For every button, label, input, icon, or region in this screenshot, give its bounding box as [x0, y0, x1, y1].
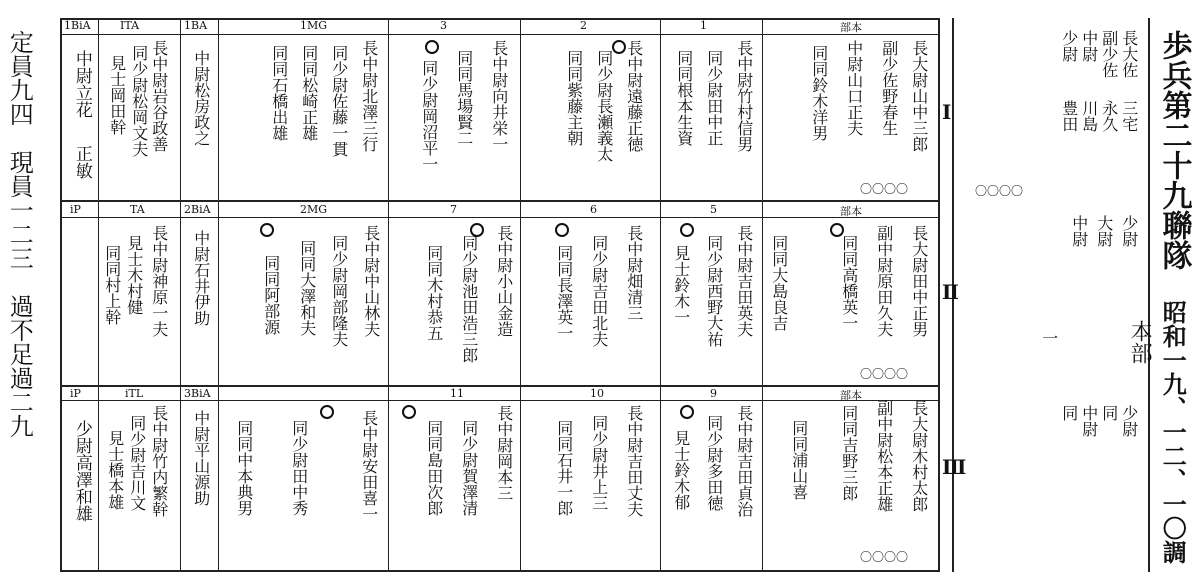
- gun-rank-3: 中尉: [1069, 215, 1089, 247]
- row3-cell8-l3: 同同吉野三郎: [839, 405, 859, 501]
- survey-date: 昭和一九、一二、一〇調: [1158, 300, 1188, 564]
- col-divider: [520, 18, 521, 572]
- hq-rank-3: 中尉: [1079, 30, 1099, 62]
- row2-cell3: 中尉石井伊助: [191, 230, 211, 326]
- header-row2-col4: 2MG: [300, 203, 328, 216]
- hq-numbers: 〇〇〇〇: [975, 184, 1024, 198]
- header-row1-col7: 1: [700, 19, 707, 32]
- col-divider: [660, 18, 661, 572]
- row2-cell2-l3: 同同村上幹: [102, 245, 122, 325]
- header-row1-col8: 部本: [840, 21, 862, 34]
- col-divider: [98, 18, 99, 572]
- row1-cell1: 中尉立花: [71, 50, 92, 118]
- hq-name-4: 豊田: [1059, 100, 1079, 132]
- row1-cell8-l1: 長大尉山中三郎: [909, 40, 929, 152]
- header-row3-col8: 部本: [840, 389, 862, 402]
- row3-cell2-l2: 同少尉吉川文: [127, 415, 147, 511]
- row3-cell1: 少尉高澤和雄: [71, 420, 92, 522]
- row2-cell6-l1: 長中尉畑清三: [624, 225, 644, 321]
- right-panel-border-2: [1148, 18, 1150, 572]
- row1-cell4-l1: 長中尉北澤三行: [359, 40, 379, 152]
- circle-mark-icon: [680, 223, 694, 237]
- left-margin-summary: 定員九四 現員一二三 過不足過二九: [5, 30, 34, 438]
- row1-cell6-l2: 同少尉長瀬義太: [594, 50, 614, 162]
- bottom-rank-2: 同: [1099, 405, 1119, 421]
- header-row2-col6: 6: [590, 203, 597, 216]
- row1-cell7-l1: 長中尉竹村信男: [734, 40, 754, 152]
- row3-cell7-l1: 長中尉吉田貞治: [734, 405, 754, 517]
- circle-mark-icon: [260, 223, 274, 237]
- header-row3-col1: iP: [70, 387, 81, 400]
- row3-cell5-l2: 同少尉賀澤清: [459, 420, 479, 516]
- header-row1-col4: 1MG: [300, 19, 328, 32]
- row1-cell5-l3: 同少尉岡沼平一: [419, 60, 439, 172]
- row2-cell4-l1: 長中尉中山林夫: [361, 225, 381, 337]
- row3-cell7-l3: 見士鈴木郁: [671, 430, 691, 510]
- hq-name-1: 三宅: [1119, 100, 1139, 132]
- hq-label: 本部: [1127, 320, 1153, 364]
- row1-cell8-l4: 同同鈴木洋男: [809, 45, 829, 141]
- row2-cell4-l2: 同少尉岡部隆夫: [329, 235, 349, 347]
- row1-cell2-l3: 見士岡田幹: [107, 55, 127, 135]
- misc-mark: 一: [1039, 330, 1059, 346]
- row1-cell6-l3: 同同紫藤主朝: [564, 50, 584, 146]
- hq-name-2: 永久: [1099, 100, 1119, 132]
- row3-cell4-l2: 同少尉田中秀: [289, 420, 309, 516]
- row2-cell5-l1: 長中尉小山金造: [494, 225, 514, 337]
- row1-cell8-l2: 副少佐野春生: [879, 40, 899, 136]
- row1-cell5-l2: 同同馬場賢二: [454, 50, 474, 146]
- header-row1-col1: 1BiA: [64, 19, 91, 32]
- row2-cell5-l3: 同同木村恭五: [424, 245, 444, 341]
- row1-cell7-l3: 同同根本生資: [674, 50, 694, 146]
- row2-cell2-l2: 見士木村健: [124, 235, 144, 315]
- row3-cell2-l1: 長中尉竹内繁幹: [149, 405, 169, 517]
- gun-rank-2: 大尉: [1094, 215, 1114, 247]
- header-row2-col1: iP: [70, 203, 81, 216]
- row3-cell4-l1: 長中尉安田喜一: [359, 410, 379, 522]
- header-row1-col2: ITA: [120, 19, 140, 32]
- hq-rank-2: 副少佐: [1099, 30, 1119, 78]
- battalion-label-1: Ⅰ: [942, 100, 952, 124]
- row2-cell8-l4: 同同大島良吉: [769, 235, 789, 331]
- row2-cell5-l2: 同少尉池田浩三郎: [459, 235, 479, 363]
- header-row2-col7: 5: [710, 203, 717, 216]
- row3-cell7-l2: 同少尉多田徳: [704, 415, 724, 511]
- row2-cell8-l2: 副中尉原田久夫: [874, 225, 894, 337]
- row1-cell5-l1: 長中尉向井栄一: [489, 40, 509, 152]
- row2-cell8-l1: 長大尉田中正男: [909, 225, 929, 337]
- circle-mark-icon: [680, 405, 694, 419]
- row3-cell5-l1: 長中尉岡本三: [494, 405, 514, 501]
- col-divider: [762, 18, 763, 572]
- col-divider: [388, 18, 389, 572]
- row1-cell6-l1: 長中尉遠藤正徳: [624, 40, 644, 152]
- circle-mark-icon: [320, 405, 334, 419]
- circle-mark-icon: [402, 405, 416, 419]
- row1-cell4-l4: 同同石橋出雄: [269, 45, 289, 141]
- circle-mark-icon: [612, 40, 626, 54]
- header-row1-col6: 2: [580, 19, 587, 32]
- row2-cell7-l2: 同少尉西野大祐: [704, 235, 724, 347]
- row1-cell2-l2: 同少尉松岡文夫: [129, 45, 149, 157]
- hq-rank-4: 少尉: [1059, 30, 1079, 62]
- header-row3-col6: 10: [590, 387, 604, 400]
- bottom-rank-4: 同: [1059, 405, 1079, 421]
- row2-cell8-l3: 同同高橋英一: [839, 235, 859, 331]
- regiment-title: 歩兵第二十九聯隊: [1156, 30, 1192, 270]
- row2-cell6-l2: 同少尉吉田北夫: [589, 235, 609, 347]
- footer-numbers-row3: 〇〇〇〇: [860, 550, 909, 564]
- row-divider-1: [60, 200, 940, 202]
- frame-left: [60, 18, 62, 572]
- header-line-2: [60, 217, 940, 218]
- frame-right: [938, 18, 940, 572]
- row3-cell8-l4: 同同浦山喜: [789, 420, 809, 500]
- battalion-label-2: Ⅱ: [942, 280, 959, 304]
- row1-cell4-l2: 同少尉佐藤一貫: [329, 45, 349, 157]
- row3-cell8-l1: 長大尉木村太郎: [909, 400, 929, 512]
- header-row3-col2: iTL: [125, 387, 144, 400]
- battalion-label-3: Ⅲ: [942, 455, 967, 479]
- row3-cell3: 中尉平山源助: [191, 410, 211, 506]
- row1-cell1-b: 正敏: [71, 145, 92, 179]
- row2-cell4-l4: 同同阿部源: [261, 255, 281, 335]
- row1-cell7-l2: 同少尉田中正: [704, 50, 724, 146]
- row2-cell7-l3: 見士鈴木一: [671, 245, 691, 325]
- row2-cell7-l1: 長中尉吉田英夫: [734, 225, 754, 337]
- row2-cell2-l1: 長中尉神原一夫: [149, 225, 169, 337]
- row3-cell5-l3: 同同島田次郎: [424, 420, 444, 516]
- col-divider: [218, 18, 219, 572]
- header-line-3: [60, 400, 940, 401]
- hq-rank-1: 長大佐: [1119, 30, 1139, 78]
- header-row3-col3: 3BiA: [184, 387, 211, 400]
- row3-cell4-l3: 同同中本典男: [234, 420, 254, 516]
- hq-name-3: 川島: [1079, 100, 1099, 132]
- bottom-rank-1: 少尉: [1119, 405, 1139, 437]
- row3-cell6-l3: 同同石井一郎: [554, 420, 574, 516]
- row1-cell2-l1: 長中尉岩谷政善: [149, 40, 169, 152]
- header-row2-col2: TA: [130, 203, 145, 216]
- header-row2-col8: 部本: [840, 205, 862, 218]
- header-row2-col5: 7: [450, 203, 457, 216]
- footer-numbers-row2: 〇〇〇〇: [860, 367, 909, 381]
- row3-cell6-l2: 同少尉井上三: [589, 415, 609, 511]
- row1-cell8-l3: 中尉山口正夫: [844, 40, 864, 136]
- row2-cell6-l3: 同同長澤英一: [554, 245, 574, 341]
- header-row3-col5: 11: [450, 387, 464, 400]
- header-row2-col3: 2BiA: [184, 203, 211, 216]
- row3-cell8-l2: 副中尉松本正雄: [874, 400, 894, 512]
- row1-cell4-l3: 同同松崎正雄: [299, 45, 319, 141]
- row3-cell6-l1: 長中尉吉田丈夫: [624, 405, 644, 517]
- circle-mark-icon: [425, 40, 439, 54]
- row2-cell4-l3: 同同大澤和夫: [297, 240, 317, 336]
- gun-rank-1: 少尉: [1119, 215, 1139, 247]
- col-divider: [180, 18, 181, 572]
- header-row1-col3: 1BA: [184, 19, 208, 32]
- header-line-1: [60, 34, 940, 35]
- footer-numbers-row1: 〇〇〇〇: [860, 182, 909, 196]
- header-row3-col7: 9: [710, 387, 717, 400]
- bottom-rank-3: 中尉: [1079, 405, 1099, 437]
- row3-cell2-l3: 見士橋本雄: [105, 430, 125, 510]
- header-row1-col5: 3: [440, 19, 447, 32]
- row1-cell3: 中尉松房政之: [191, 50, 211, 146]
- frame-bottom: [60, 570, 940, 572]
- circle-mark-icon: [555, 223, 569, 237]
